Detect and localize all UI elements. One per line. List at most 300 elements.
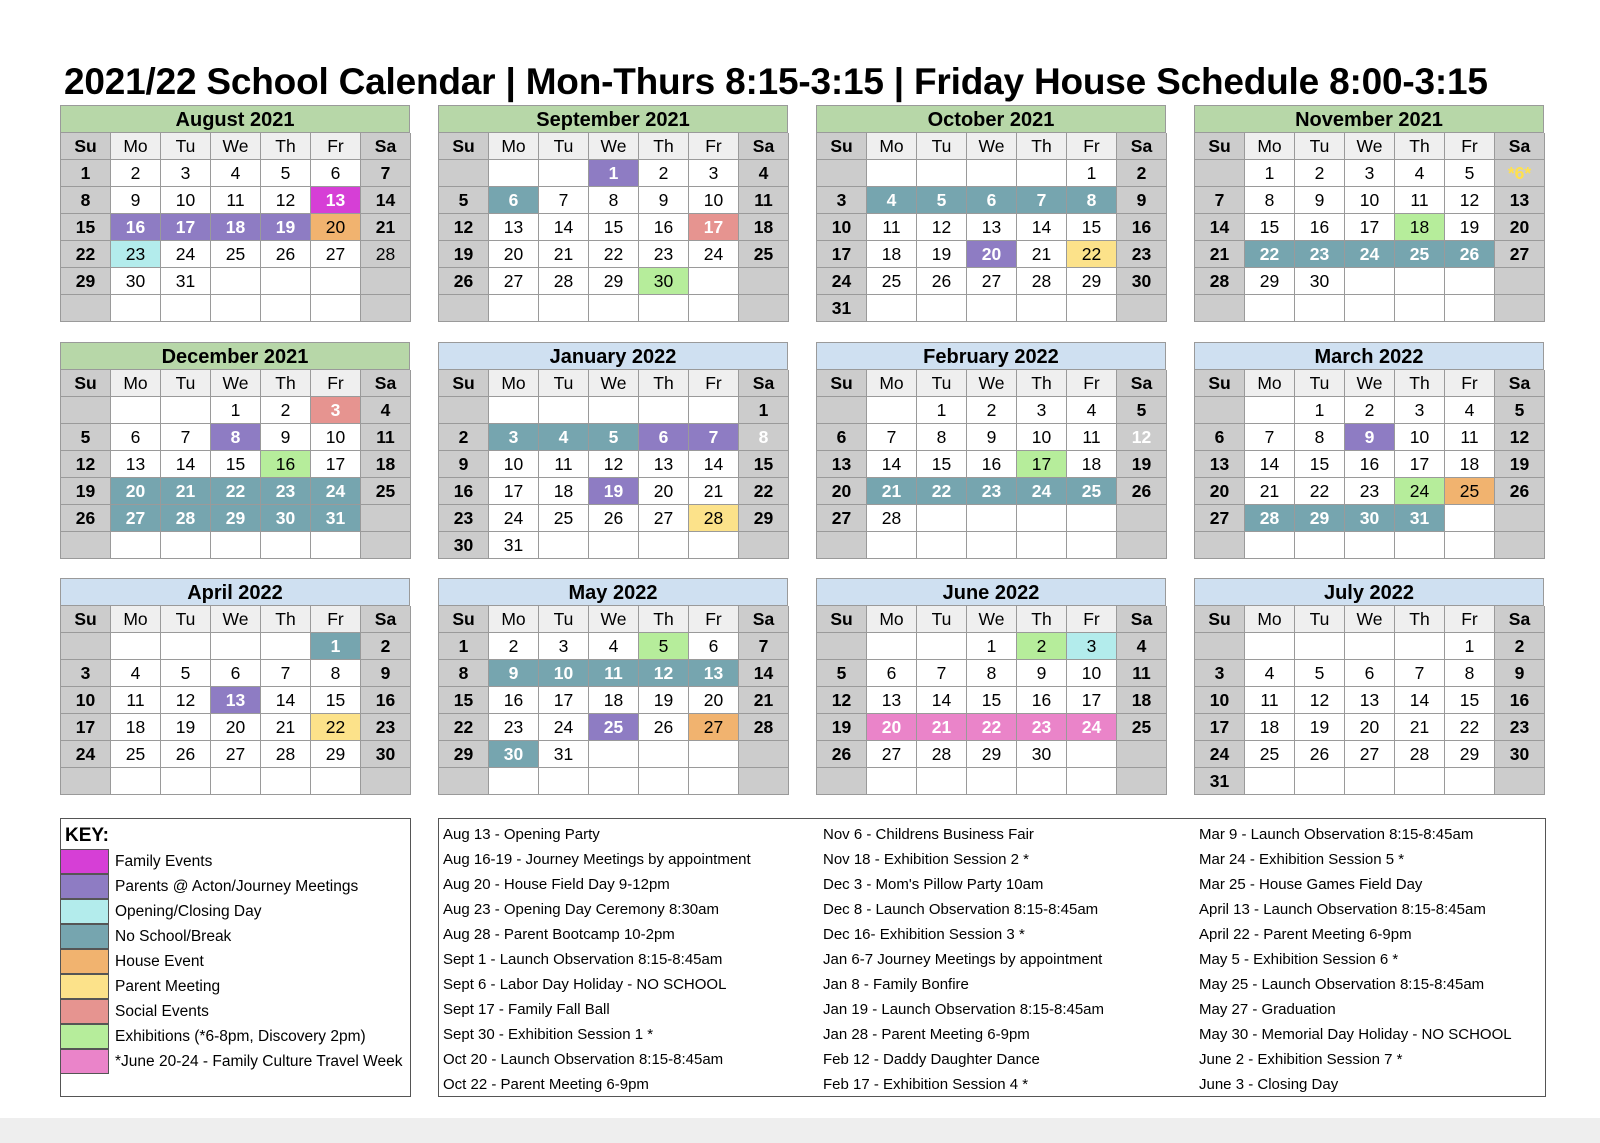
empty-cell — [211, 532, 261, 559]
event-item: Jan 8 - Family Bonfire — [823, 976, 969, 993]
date-cell: 31 — [161, 268, 211, 295]
month-grid — [438, 606, 788, 795]
events-list — [438, 818, 1546, 1097]
key-item — [61, 949, 410, 974]
date-cell: 7 — [361, 160, 411, 187]
month-june-2022 — [816, 578, 1166, 795]
date-cell: 6 — [1195, 424, 1245, 451]
date-cell: 18 — [1067, 451, 1117, 478]
event-item: Oct 22 - Parent Meeting 6-9pm — [443, 1076, 649, 1093]
date-cell: 15 — [917, 451, 967, 478]
month-august-2021 — [60, 105, 410, 322]
empty-cell — [639, 295, 689, 322]
key-label: No School/Break — [115, 928, 232, 945]
empty-cell — [867, 295, 917, 322]
empty-cell — [1345, 295, 1395, 322]
date-cell: 2 — [439, 424, 489, 451]
date-cell: 7 — [261, 660, 311, 687]
key-label: Parents @ Acton/Journey Meetings — [115, 878, 359, 895]
day-header: Th — [1395, 606, 1445, 633]
day-header: Mo — [489, 370, 539, 397]
day-header: Fr — [1067, 370, 1117, 397]
day-header: Tu — [161, 133, 211, 160]
date-cell: 15 — [1245, 214, 1295, 241]
date-cell: 29 — [1445, 741, 1495, 768]
date-cell: 15 — [739, 451, 789, 478]
date-cell: 6 — [489, 187, 539, 214]
date-cell: 12 — [817, 687, 867, 714]
date-cell: 31 — [817, 295, 867, 322]
empty-cell — [61, 768, 111, 795]
date-cell: 8 — [589, 187, 639, 214]
empty-cell — [1245, 768, 1295, 795]
date-cell: 26 — [61, 505, 111, 532]
month-title: December 2021 — [60, 342, 410, 370]
event-item: Jan 28 - Parent Meeting 6-9pm — [823, 1026, 1030, 1043]
day-header: Th — [1017, 133, 1067, 160]
month-september-2021 — [438, 105, 788, 322]
event-item: Dec 16- Exhibition Session 3 * — [823, 926, 1025, 943]
date-cell: 20 — [639, 478, 689, 505]
month-may-2022 — [438, 578, 788, 795]
date-cell: 2 — [111, 160, 161, 187]
month-october-2021 — [816, 105, 1166, 322]
event-item: Dec 3 - Mom's Pillow Party 10am — [823, 876, 1044, 893]
date-cell: 24 — [311, 478, 361, 505]
empty-cell — [161, 532, 211, 559]
date-cell: 9 — [439, 451, 489, 478]
empty-cell — [161, 397, 211, 424]
date-cell: 11 — [111, 687, 161, 714]
empty-cell — [1345, 268, 1395, 295]
date-cell: 17 — [689, 214, 739, 241]
day-header: We — [211, 133, 261, 160]
date-cell: 8 — [1445, 660, 1495, 687]
date-cell: 3 — [689, 160, 739, 187]
day-header: Sa — [1117, 133, 1167, 160]
date-cell: 15 — [1067, 214, 1117, 241]
date-cell: 9 — [1017, 660, 1067, 687]
empty-cell — [261, 295, 311, 322]
day-header: Fr — [1445, 606, 1495, 633]
day-header: Sa — [1117, 606, 1167, 633]
date-cell: 5 — [1117, 397, 1167, 424]
date-cell: 30 — [1345, 505, 1395, 532]
key-label: Family Events — [115, 853, 213, 870]
event-item: Jan 19 - Launch Observation 8:15-8:45am — [823, 1001, 1105, 1018]
key-legend — [60, 818, 411, 1097]
day-header: Su — [1195, 133, 1245, 160]
date-cell: 5 — [261, 160, 311, 187]
day-header: Sa — [739, 133, 789, 160]
date-cell: 14 — [1245, 451, 1295, 478]
date-cell: 13 — [689, 660, 739, 687]
empty-cell — [211, 268, 261, 295]
date-cell: 22 — [1295, 478, 1345, 505]
date-cell: 26 — [639, 714, 689, 741]
key-swatch — [61, 874, 109, 899]
key-item — [61, 974, 410, 999]
day-header: We — [211, 370, 261, 397]
date-cell: 9 — [639, 187, 689, 214]
date-cell: 8 — [61, 187, 111, 214]
date-cell: 28 — [361, 241, 411, 268]
date-cell: 23 — [1295, 241, 1345, 268]
empty-cell — [1495, 505, 1545, 532]
date-cell: 26 — [817, 741, 867, 768]
date-cell: 10 — [61, 687, 111, 714]
date-cell: 6 — [211, 660, 261, 687]
date-cell: 29 — [211, 505, 261, 532]
day-header: Tu — [1295, 370, 1345, 397]
empty-cell — [1495, 768, 1545, 795]
date-cell: 14 — [1195, 214, 1245, 241]
date-cell: 14 — [161, 451, 211, 478]
date-cell: 10 — [689, 187, 739, 214]
day-header: We — [589, 133, 639, 160]
empty-cell — [739, 741, 789, 768]
date-cell: 5 — [817, 660, 867, 687]
date-cell: 28 — [1395, 741, 1445, 768]
date-cell: 24 — [161, 241, 211, 268]
empty-cell — [739, 295, 789, 322]
month-january-2022 — [438, 342, 788, 559]
date-cell: 13 — [1345, 687, 1395, 714]
date-cell: 27 — [817, 505, 867, 532]
date-cell: 25 — [1395, 241, 1445, 268]
key-label: Exhibitions (*6-8pm, Discovery 2pm) — [115, 1028, 366, 1045]
date-cell: 2 — [967, 397, 1017, 424]
empty-cell — [1245, 295, 1295, 322]
date-cell: 23 — [361, 714, 411, 741]
date-cell: 28 — [689, 505, 739, 532]
date-cell: 26 — [1445, 241, 1495, 268]
empty-cell — [261, 532, 311, 559]
date-cell: 13 — [1195, 451, 1245, 478]
day-header: We — [211, 606, 261, 633]
empty-cell — [917, 295, 967, 322]
date-cell: 10 — [539, 660, 589, 687]
date-cell: 18 — [867, 241, 917, 268]
empty-cell — [111, 295, 161, 322]
month-february-2022 — [816, 342, 1166, 559]
date-cell: 9 — [1295, 187, 1345, 214]
date-cell: 20 — [311, 214, 361, 241]
date-cell: 25 — [867, 268, 917, 295]
day-header: Tu — [917, 133, 967, 160]
empty-cell — [917, 768, 967, 795]
date-cell: 17 — [817, 241, 867, 268]
date-cell: 27 — [311, 241, 361, 268]
date-cell: 6 — [689, 633, 739, 660]
empty-cell — [1067, 532, 1117, 559]
day-header: Fr — [311, 133, 361, 160]
date-cell: 26 — [161, 741, 211, 768]
event-item: April 22 - Parent Meeting 6-9pm — [1199, 926, 1412, 943]
event-item: Aug 13 - Opening Party — [443, 826, 600, 843]
date-cell: 8 — [1067, 187, 1117, 214]
date-cell: 12 — [917, 214, 967, 241]
events-column-1 — [443, 825, 751, 1100]
date-cell: 19 — [1495, 451, 1545, 478]
empty-cell — [1445, 505, 1495, 532]
date-cell: 27 — [689, 714, 739, 741]
empty-cell — [817, 397, 867, 424]
date-cell: 1 — [211, 397, 261, 424]
date-cell: 23 — [967, 478, 1017, 505]
empty-cell — [1295, 532, 1345, 559]
date-cell: 23 — [439, 505, 489, 532]
date-cell: 3 — [489, 424, 539, 451]
date-cell: 16 — [1495, 687, 1545, 714]
date-cell: 5 — [439, 187, 489, 214]
empty-cell — [539, 295, 589, 322]
date-cell: 20 — [967, 241, 1017, 268]
date-cell: 4 — [211, 160, 261, 187]
event-item: Dec 8 - Launch Observation 8:15-8:45am — [823, 901, 1099, 918]
empty-cell — [1395, 268, 1445, 295]
empty-cell — [917, 633, 967, 660]
date-cell: 17 — [1067, 687, 1117, 714]
empty-cell — [1195, 397, 1245, 424]
date-cell: 7 — [539, 187, 589, 214]
date-cell: 6 — [111, 424, 161, 451]
day-header: Sa — [1495, 133, 1545, 160]
date-cell: 23 — [1117, 241, 1167, 268]
month-grid — [438, 370, 788, 559]
date-cell: 19 — [161, 714, 211, 741]
empty-cell — [361, 505, 411, 532]
day-header: Mo — [867, 133, 917, 160]
empty-cell — [1295, 768, 1345, 795]
date-cell: 9 — [967, 424, 1017, 451]
date-cell: 3 — [311, 397, 361, 424]
date-cell: 9 — [1345, 424, 1395, 451]
date-cell: 9 — [361, 660, 411, 687]
date-cell: 9 — [489, 660, 539, 687]
empty-cell — [1017, 295, 1067, 322]
day-header: Th — [639, 370, 689, 397]
empty-cell — [917, 160, 967, 187]
events-column-2 — [823, 825, 1104, 1100]
date-cell: 24 — [539, 714, 589, 741]
footer-bar — [0, 1118, 1600, 1143]
empty-cell — [967, 532, 1017, 559]
date-cell: 4 — [1395, 160, 1445, 187]
date-cell: 2 — [1345, 397, 1395, 424]
date-cell: 26 — [261, 241, 311, 268]
month-title: November 2021 — [1194, 105, 1544, 133]
date-cell: 26 — [1295, 741, 1345, 768]
date-cell: 14 — [1395, 687, 1445, 714]
date-cell: 15 — [1445, 687, 1495, 714]
empty-cell — [1017, 768, 1067, 795]
date-cell: 25 — [211, 241, 261, 268]
day-header: Su — [1195, 370, 1245, 397]
empty-cell — [1445, 268, 1495, 295]
day-header: Fr — [1445, 370, 1495, 397]
day-header: Su — [439, 133, 489, 160]
date-cell: 25 — [1445, 478, 1495, 505]
date-cell: 2 — [261, 397, 311, 424]
empty-cell — [539, 768, 589, 795]
date-cell: 28 — [917, 741, 967, 768]
date-cell: 26 — [439, 268, 489, 295]
date-cell: 28 — [739, 714, 789, 741]
date-cell: 15 — [1295, 451, 1345, 478]
day-header: Sa — [739, 606, 789, 633]
date-cell: 31 — [489, 532, 539, 559]
empty-cell — [639, 741, 689, 768]
date-cell: 11 — [361, 424, 411, 451]
date-cell: 11 — [589, 660, 639, 687]
day-header: We — [967, 606, 1017, 633]
empty-cell — [867, 160, 917, 187]
date-cell: 19 — [639, 687, 689, 714]
date-cell: 1 — [1067, 160, 1117, 187]
date-cell: 25 — [1245, 741, 1295, 768]
empty-cell — [311, 768, 361, 795]
date-cell: 28 — [1195, 268, 1245, 295]
empty-cell — [1495, 532, 1545, 559]
date-cell: 29 — [589, 268, 639, 295]
date-cell: *6* — [1495, 160, 1545, 187]
date-cell: 11 — [1117, 660, 1167, 687]
day-header: Th — [261, 133, 311, 160]
empty-cell — [489, 295, 539, 322]
date-cell: 15 — [211, 451, 261, 478]
date-cell: 14 — [917, 687, 967, 714]
key-item — [61, 924, 410, 949]
event-item: Mar 24 - Exhibition Session 5 * — [1199, 851, 1405, 868]
key-swatch — [61, 949, 109, 974]
day-header: Mo — [111, 370, 161, 397]
day-header: Th — [261, 370, 311, 397]
date-cell: 4 — [1245, 660, 1295, 687]
date-cell: 9 — [111, 187, 161, 214]
event-item: April 13 - Launch Observation 8:15-8:45am — [1199, 901, 1486, 918]
date-cell: 10 — [1017, 424, 1067, 451]
date-cell: 5 — [917, 187, 967, 214]
date-cell: 31 — [539, 741, 589, 768]
date-cell: 22 — [917, 478, 967, 505]
date-cell: 26 — [1495, 478, 1545, 505]
date-cell: 23 — [639, 241, 689, 268]
date-cell: 23 — [1495, 714, 1545, 741]
date-cell: 21 — [689, 478, 739, 505]
date-cell: 27 — [867, 741, 917, 768]
date-cell: 18 — [539, 478, 589, 505]
date-cell: 14 — [261, 687, 311, 714]
event-item: Sept 6 - Labor Day Holiday - NO SCHOOL — [443, 976, 727, 993]
day-header: Tu — [539, 370, 589, 397]
date-cell: 22 — [439, 714, 489, 741]
date-cell: 27 — [211, 741, 261, 768]
month-grid — [60, 370, 410, 559]
date-cell: 11 — [739, 187, 789, 214]
date-cell: 18 — [1117, 687, 1167, 714]
date-cell: 24 — [1345, 241, 1395, 268]
date-cell: 4 — [361, 397, 411, 424]
empty-cell — [1195, 532, 1245, 559]
empty-cell — [1195, 633, 1245, 660]
date-cell: 27 — [1345, 741, 1395, 768]
date-cell: 8 — [739, 424, 789, 451]
date-cell: 20 — [689, 687, 739, 714]
empty-cell — [967, 768, 1017, 795]
date-cell: 26 — [1117, 478, 1167, 505]
date-cell: 29 — [439, 741, 489, 768]
date-cell: 1 — [967, 633, 1017, 660]
date-cell: 10 — [1345, 187, 1395, 214]
date-cell: 3 — [817, 187, 867, 214]
key-item — [61, 899, 410, 924]
empty-cell — [817, 532, 867, 559]
date-cell: 29 — [1295, 505, 1345, 532]
day-header: Fr — [311, 606, 361, 633]
empty-cell — [867, 633, 917, 660]
event-item: Mar 25 - House Games Field Day — [1199, 876, 1423, 893]
day-header: Th — [261, 606, 311, 633]
date-cell: 24 — [1017, 478, 1067, 505]
month-title: April 2022 — [60, 578, 410, 606]
date-cell: 10 — [311, 424, 361, 451]
date-cell: 15 — [589, 214, 639, 241]
date-cell: 15 — [311, 687, 361, 714]
date-cell: 7 — [739, 633, 789, 660]
day-header: Fr — [689, 606, 739, 633]
date-cell: 2 — [361, 633, 411, 660]
date-cell: 17 — [1395, 451, 1445, 478]
date-cell: 24 — [489, 505, 539, 532]
date-cell: 29 — [1067, 268, 1117, 295]
empty-cell — [867, 532, 917, 559]
date-cell: 5 — [161, 660, 211, 687]
date-cell: 2 — [1017, 633, 1067, 660]
date-cell: 8 — [917, 424, 967, 451]
date-cell: 30 — [1495, 741, 1545, 768]
date-cell: 3 — [1067, 633, 1117, 660]
date-cell: 29 — [311, 741, 361, 768]
date-cell: 3 — [1395, 397, 1445, 424]
date-cell: 26 — [917, 268, 967, 295]
empty-cell — [739, 532, 789, 559]
event-item: Oct 20 - Launch Observation 8:15-8:45am — [443, 1051, 724, 1068]
month-march-2022 — [1194, 342, 1544, 559]
date-cell: 11 — [539, 451, 589, 478]
date-cell: 12 — [161, 687, 211, 714]
date-cell: 19 — [1445, 214, 1495, 241]
date-cell: 30 — [489, 741, 539, 768]
key-item — [61, 874, 410, 899]
date-cell: 22 — [967, 714, 1017, 741]
event-item: Sept 30 - Exhibition Session 1 * — [443, 1026, 654, 1043]
date-cell: 6 — [311, 160, 361, 187]
date-cell: 14 — [867, 451, 917, 478]
date-cell: 14 — [539, 214, 589, 241]
date-cell: 1 — [61, 160, 111, 187]
date-cell: 1 — [1295, 397, 1345, 424]
date-cell: 22 — [1067, 241, 1117, 268]
date-cell: 4 — [111, 660, 161, 687]
event-item: Mar 9 - Launch Observation 8:15-8:45am — [1199, 826, 1474, 843]
day-header: Tu — [917, 606, 967, 633]
date-cell: 2 — [639, 160, 689, 187]
empty-cell — [817, 633, 867, 660]
event-item: Feb 17 - Exhibition Session 4 * — [823, 1076, 1029, 1093]
day-header: Sa — [361, 370, 411, 397]
empty-cell — [539, 160, 589, 187]
